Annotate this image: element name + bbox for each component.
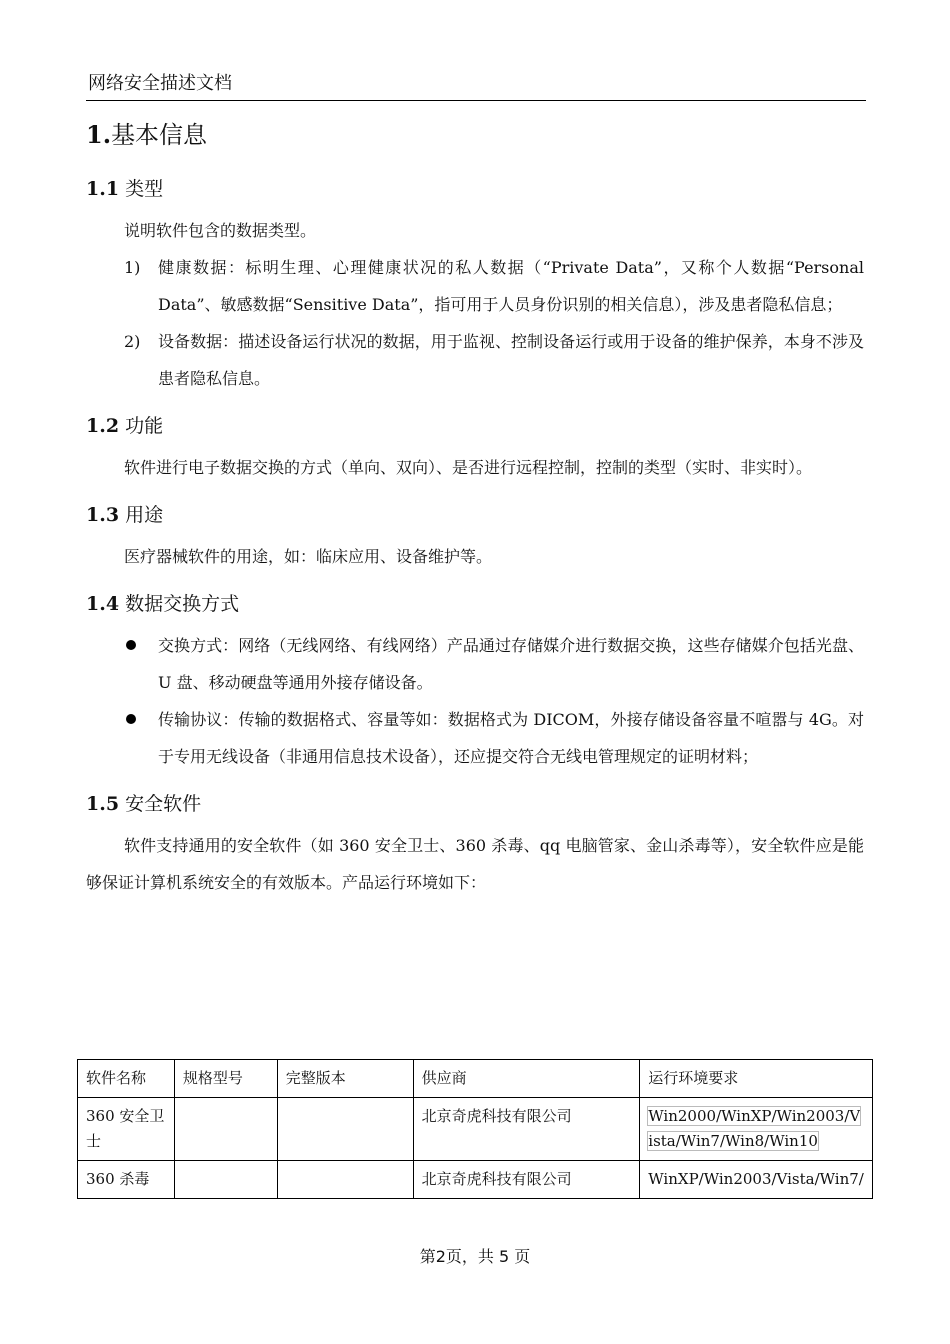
list-item [86, 323, 864, 397]
table-header-cell: 规格型号 [174, 1060, 277, 1098]
bullet-dot-icon [126, 714, 136, 724]
page-footer [0, 1244, 950, 1267]
section-title: 基本信息 [111, 121, 208, 149]
software-table [77, 1059, 873, 1199]
list-item-text: 健康数据：标明生理、心理健康状况的私人数据（“Private Data”，又称个人数据“Personal Data”、敏感数据“Sensitive Data”，指可用于人员身份识别的相关信息），涉及患者隐私信息； [158, 258, 864, 314]
section-1-1-heading [86, 174, 864, 204]
table-cell: 北京奇虎科技有限公司 [413, 1161, 640, 1199]
section-title: 数据交换方式 [125, 593, 240, 615]
section-title: 用途 [125, 504, 164, 526]
bullet-item-text: 传输协议：传输的数据格式、容量等如：数据格式为 DICOM，外接存储设备容量不喧嚣与 4G。对于专用无线设备（非通用信息技术设备），还应提交符合无线电管理规定的证明材料； [158, 710, 864, 766]
table-header-cell: 软件名称 [78, 1060, 175, 1098]
security-software-paragraph: 软件支持通用的安全软件（如 360 安全卫士、360 杀毒、qq 电脑管家、金山杀毒等），安全软件应是能够保证计算机系统安全的有效版本。产品运行环境如下： [86, 836, 864, 892]
page-number: 第2页，共 5 页 [419, 1247, 531, 1266]
table-cell [277, 1098, 413, 1161]
function-paragraph: 软件进行电子数据交换的方式（单向、双向）、是否进行远程控制，控制的类型（实时、非实时）。 [124, 458, 813, 477]
table-cell: 北京奇虎科技有限公司 [413, 1098, 640, 1161]
type-intro-paragraph: 说明软件包含的数据类型。 [124, 221, 317, 240]
table-header-cell: 完整版本 [277, 1060, 413, 1098]
section-number: 1.3 [86, 504, 120, 526]
page-header [86, 66, 866, 101]
section-1-4-heading [86, 589, 864, 619]
table-cell [640, 1098, 873, 1161]
list-item-text: 设备数据：描述设备运行状况的数据，用于监视、控制设备运行或用于设备的维护保养，本身不涉及患者隐私信息。 [158, 332, 864, 388]
section-1-heading [86, 118, 864, 152]
usage-paragraph: 医疗器械软件的用途，如：临床应用、设备维护等。 [124, 547, 493, 566]
list-marker: 1) [124, 258, 141, 277]
section-number: 1.1 [86, 178, 120, 200]
bullet-item [86, 701, 864, 775]
section-title: 安全软件 [125, 793, 202, 815]
table-row [78, 1161, 873, 1199]
document-header-title: 网络安全描述文档 [88, 73, 232, 94]
table-header-row [78, 1060, 873, 1098]
table-row [78, 1098, 873, 1161]
list-marker: 2) [124, 332, 141, 351]
section-title: 功能 [125, 415, 164, 437]
table-header-cell: 供应商 [413, 1060, 640, 1098]
table-header-cell: 运行环境要求 [640, 1060, 873, 1098]
section-number: 1. [86, 120, 112, 149]
env-requirement-text: Win2000/WinXP/Win2003/Vista/Win7/Win8/Win10 [648, 1107, 861, 1150]
bullet-dot-icon [126, 640, 136, 650]
bullet-item-text: 交换方式：网络（无线网络、有线网络）产品通过存储媒介进行数据交换，这些存储媒介包括光盘、U 盘、移动硬盘等通用外接存储设备。 [158, 636, 864, 692]
table-cell [174, 1161, 277, 1199]
section-1-3-heading [86, 500, 864, 530]
bullet-item [86, 627, 864, 701]
section-number: 1.5 [86, 793, 120, 815]
section-1-5-heading [86, 789, 864, 819]
list-item [86, 249, 864, 323]
document-body [86, 118, 864, 901]
table-cell [174, 1098, 277, 1161]
table-cell: 360 安全卫士 [78, 1098, 175, 1161]
section-1-2-heading [86, 411, 864, 441]
table-cell: 360 杀毒 [78, 1161, 175, 1199]
table-cell: WinXP/Win2003/Vista/Win7/ [640, 1161, 873, 1199]
section-title: 类型 [125, 178, 164, 200]
section-number: 1.4 [86, 593, 120, 615]
table-cell [277, 1161, 413, 1199]
section-number: 1.2 [86, 415, 120, 437]
